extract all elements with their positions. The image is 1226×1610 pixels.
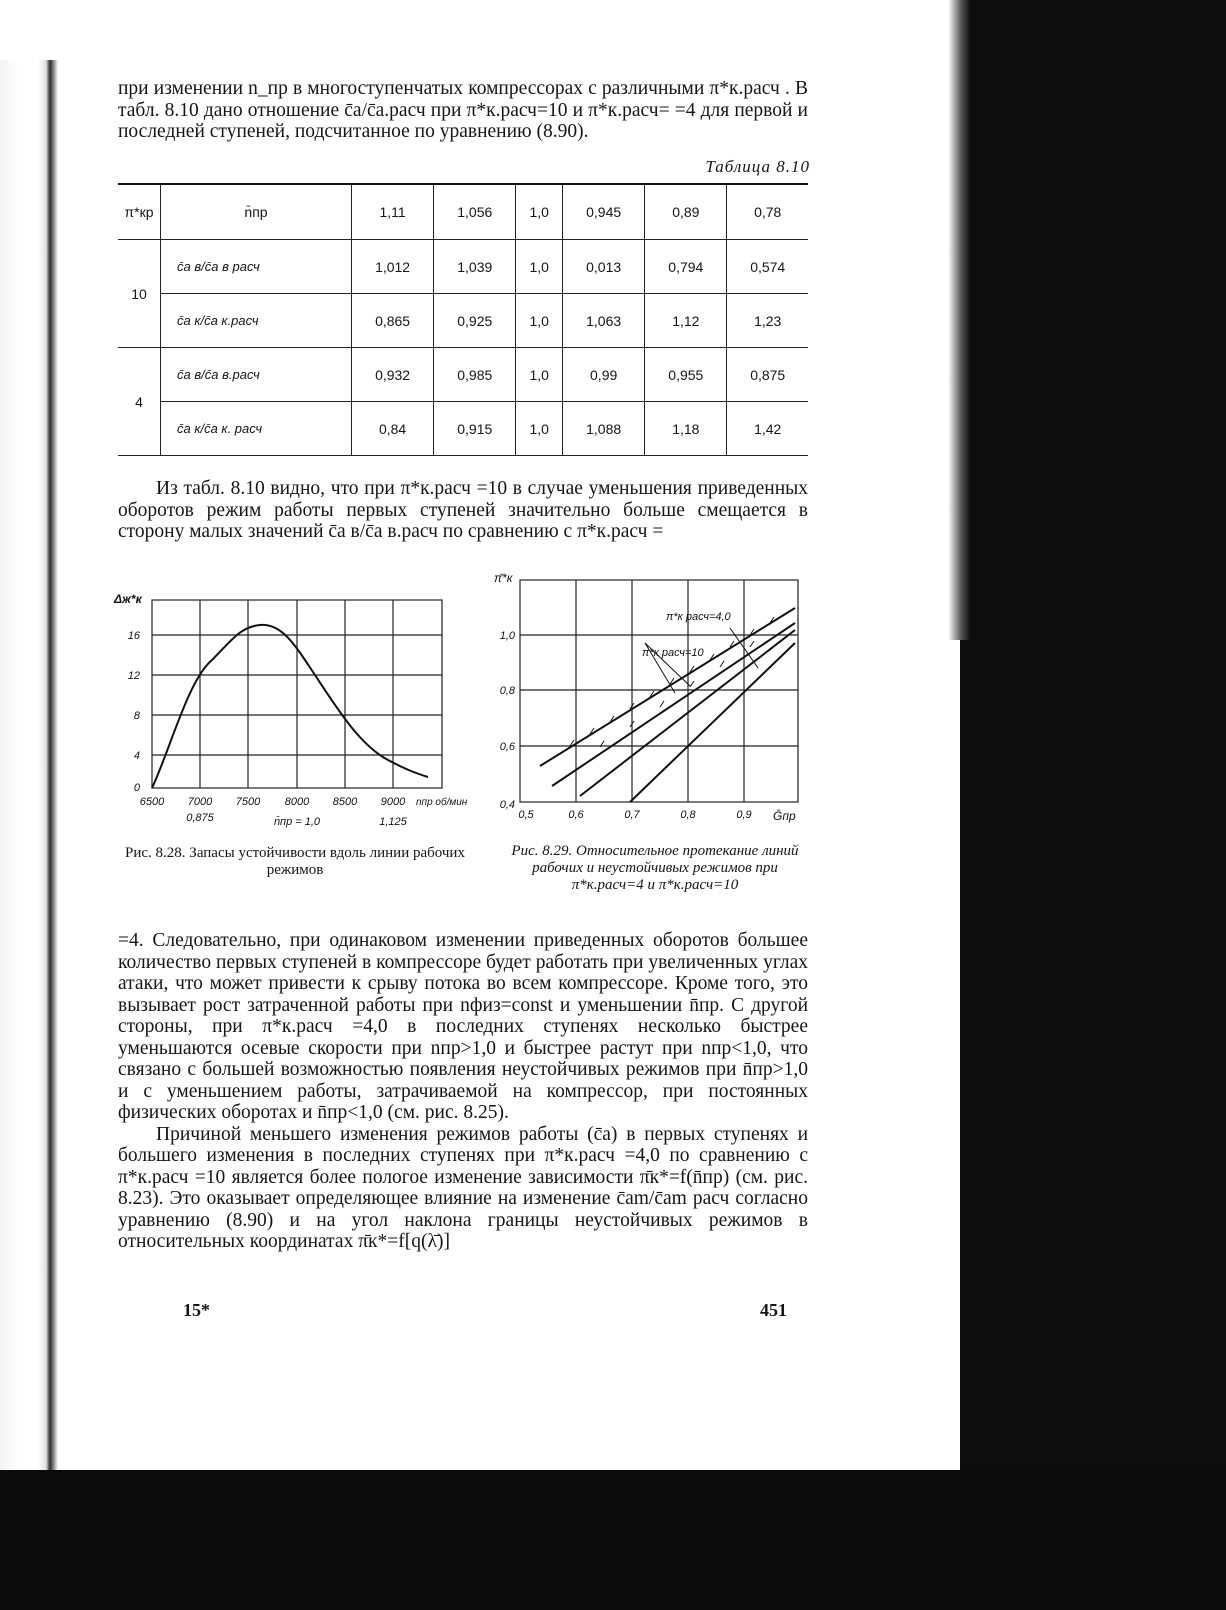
table-row <box>118 348 808 402</box>
table-header-pi: π*кр <box>118 184 161 240</box>
table-row <box>118 402 808 456</box>
footer-signature: 15* <box>183 1300 210 1320</box>
fig2-xtick: 0,8 <box>680 809 696 821</box>
figure-8-29-plot <box>490 568 810 838</box>
fig2-xtick: 0,6 <box>568 809 584 821</box>
table-cell: 0,955 <box>645 348 727 402</box>
table-cell: 1,0 <box>516 348 563 402</box>
table-cell: 0,865 <box>352 294 434 348</box>
scan-shadow-right <box>948 0 970 640</box>
fig1-xtick: 8500 <box>332 796 358 808</box>
fig1-ytick: 12 <box>127 670 140 682</box>
paragraph-last-text: Причиной меньшего изменения режимов работы (c̄a) в первых ступенях и большего изменения в последних ступенях при π*к.расч =4,0 по сравнению с π*к.расч =10 является более пологое изменение зависимости π̄к*=f(n̄пр) (см. рис. 8.23). Это оказывает определяющее влияние на изменение c̄am/c̄am расч согласно уравнению (8.90) и на угол наклона границы неустойчивых режимов в относительных координатах π̄к*=f[q(λ̄)] <box>118 1123 808 1252</box>
paragraph-mid <box>118 478 808 543</box>
table-group-label: 10 <box>118 240 161 348</box>
scan-dark-edge-right <box>960 0 1226 1610</box>
fig2-ytick: 1,0 <box>499 630 515 642</box>
table-cell: 1,0 <box>516 184 563 240</box>
table-cell: 0,875 <box>727 348 808 402</box>
figure-8-28-caption: Рис. 8.28. Запасы устойчивости вдоль линии рабочих режимов <box>125 845 465 878</box>
fig1-xsub: 0,875 <box>186 812 214 824</box>
table-cell: 0,915 <box>434 402 516 456</box>
table-cell: 1,0 <box>516 240 563 294</box>
page-number: 451 <box>760 1300 787 1320</box>
fig1-ytick: 16 <box>127 630 140 642</box>
fig1-xunit: nпр об/мин <box>416 797 468 808</box>
table-row <box>118 240 808 294</box>
table-cell: 0,89 <box>645 184 727 240</box>
fig2-xunit: Ḡпр <box>773 809 796 823</box>
table-row <box>118 294 808 348</box>
table-cell: 1,063 <box>563 294 645 348</box>
fig1-ylabel: Δж*к <box>114 592 142 606</box>
scan-binding-left <box>0 60 58 1470</box>
table-cell: 0,925 <box>434 294 516 348</box>
table-row-label: c̄a к/c̄a к. расч <box>161 402 352 456</box>
fig1-xsub: n̄пр = 1,0 <box>273 816 321 828</box>
paragraph-low-text: =4. Следовательно, при одинаковом изменении приведенных оборотов большее количество первых ступеней в компрессоре будет работать при увеличенных углах атаки, что может привести к срыву потока во всем компрессоре. Кроме того, это вызывает рост затраченной работы при nфиз=const и уменьшении n̄пр. С другой стороны, при π*к.расч =4,0 в последних ступенях несколько быстрее уменьшаются осевые скорости при nпр>1,0 и быстрее растут при nпр<1,0, что связано с большей возможностью появления неустойчивых режимов при n̄пр>1,0 и с уменьшением работы, затрачиваемой на компрессор, при постоянных физических оборотах и n̄пр<1,0 (см. рис. 8.25). <box>118 930 808 1123</box>
table-cell: 0,574 <box>727 240 808 294</box>
table-row-label: c̄a в/c̄a в расч <box>161 240 352 294</box>
plot-frame <box>520 580 798 802</box>
fig2-label-10: π*к расч=10 <box>642 647 704 659</box>
paragraph-top <box>118 78 808 143</box>
figure-8-29-caption: Рис. 8.29. Относительное протекание линий рабочих и неустойчивых режимов при π*к.расч=4 и π*к.расч=10 <box>511 843 799 893</box>
table-cell: 1,088 <box>563 402 645 456</box>
table-cell: 1,11 <box>352 184 434 240</box>
fig1-ytick: 4 <box>133 750 140 762</box>
table-8-10 <box>118 183 808 456</box>
fig2-ylabel: π̄*к <box>494 571 513 585</box>
table-cell: 1,012 <box>352 240 434 294</box>
fig1-ytick: 8 <box>133 710 140 722</box>
paragraph-mid-text: Из табл. 8.10 видно, что при π*к.расч =10 в случае уменьшения приведенных оборотов режим работы первых ступеней значительно больше смещается в сторону малых значений c̄a в/c̄a в.расч по сравнению с π*к.расч = <box>118 478 808 542</box>
table-cell: 0,932 <box>352 348 434 402</box>
fig2-ytick: 0,4 <box>499 799 515 811</box>
table-cell: 1,42 <box>727 402 808 456</box>
figure-8-28-plot <box>110 585 490 835</box>
table-cell: 0,945 <box>563 184 645 240</box>
fig1-xsub: 1,125 <box>379 816 407 828</box>
stability-margin-curve <box>152 625 428 788</box>
table-row-label: c̄a к/c̄a к.расч <box>161 294 352 348</box>
table-caption: Таблица 8.10 <box>705 157 810 176</box>
figure-8-29 <box>490 568 810 838</box>
table-header-n: n̄пр <box>161 184 352 240</box>
table-cell: 1,18 <box>645 402 727 456</box>
table-cell: 0,013 <box>563 240 645 294</box>
fig2-xtick: 0,9 <box>736 809 752 821</box>
operating-line-10 <box>630 643 795 802</box>
table-cell: 0,78 <box>727 184 808 240</box>
paragraph-top-text: при изменении n_пр в многоступенчатых компрессорах с различными π*к.расч . В табл. 8.10 дано отношение c̄a/c̄a.расч при π*к.расч=10 и π*к.расч= =4 для первой и последней ступеней, подсчитанное по уравнению (8.90). <box>118 78 808 142</box>
fig2-label-4: π*к расч=4,0 <box>666 611 731 623</box>
table-row-label: c̄a в/c̄a в.расч <box>161 348 352 402</box>
table-cell: 0,84 <box>352 402 434 456</box>
table-cell: 0,985 <box>434 348 516 402</box>
fig2-ytick: 0,6 <box>499 741 515 753</box>
table-cell: 1,039 <box>434 240 516 294</box>
table-group-label: 4 <box>118 348 161 456</box>
paragraph-low <box>118 930 808 1253</box>
fig1-xtick: 7500 <box>235 796 261 808</box>
table-cell: 1,056 <box>434 184 516 240</box>
fig2-xtick: 0,7 <box>624 809 640 821</box>
table-cell: 1,23 <box>727 294 808 348</box>
table-cell: 1,0 <box>516 402 563 456</box>
fig1-ytick: 0 <box>133 782 140 794</box>
table-cell: 1,12 <box>645 294 727 348</box>
fig2-xtick: 0,5 <box>518 809 534 821</box>
fig1-xtick: 9000 <box>380 796 406 808</box>
surge-line-4 <box>540 608 795 766</box>
figure-8-28 <box>110 585 490 835</box>
scan-dark-edge-bottom <box>0 1470 1226 1610</box>
table-cell: 0,794 <box>645 240 727 294</box>
table-header-row <box>118 184 808 240</box>
fig2-ytick: 0,8 <box>499 685 515 697</box>
table-cell: 1,0 <box>516 294 563 348</box>
fig1-xtick: 6500 <box>139 796 165 808</box>
fig1-xtick: 7000 <box>187 796 213 808</box>
table-cell: 0,99 <box>563 348 645 402</box>
fig1-xtick: 8000 <box>284 796 310 808</box>
